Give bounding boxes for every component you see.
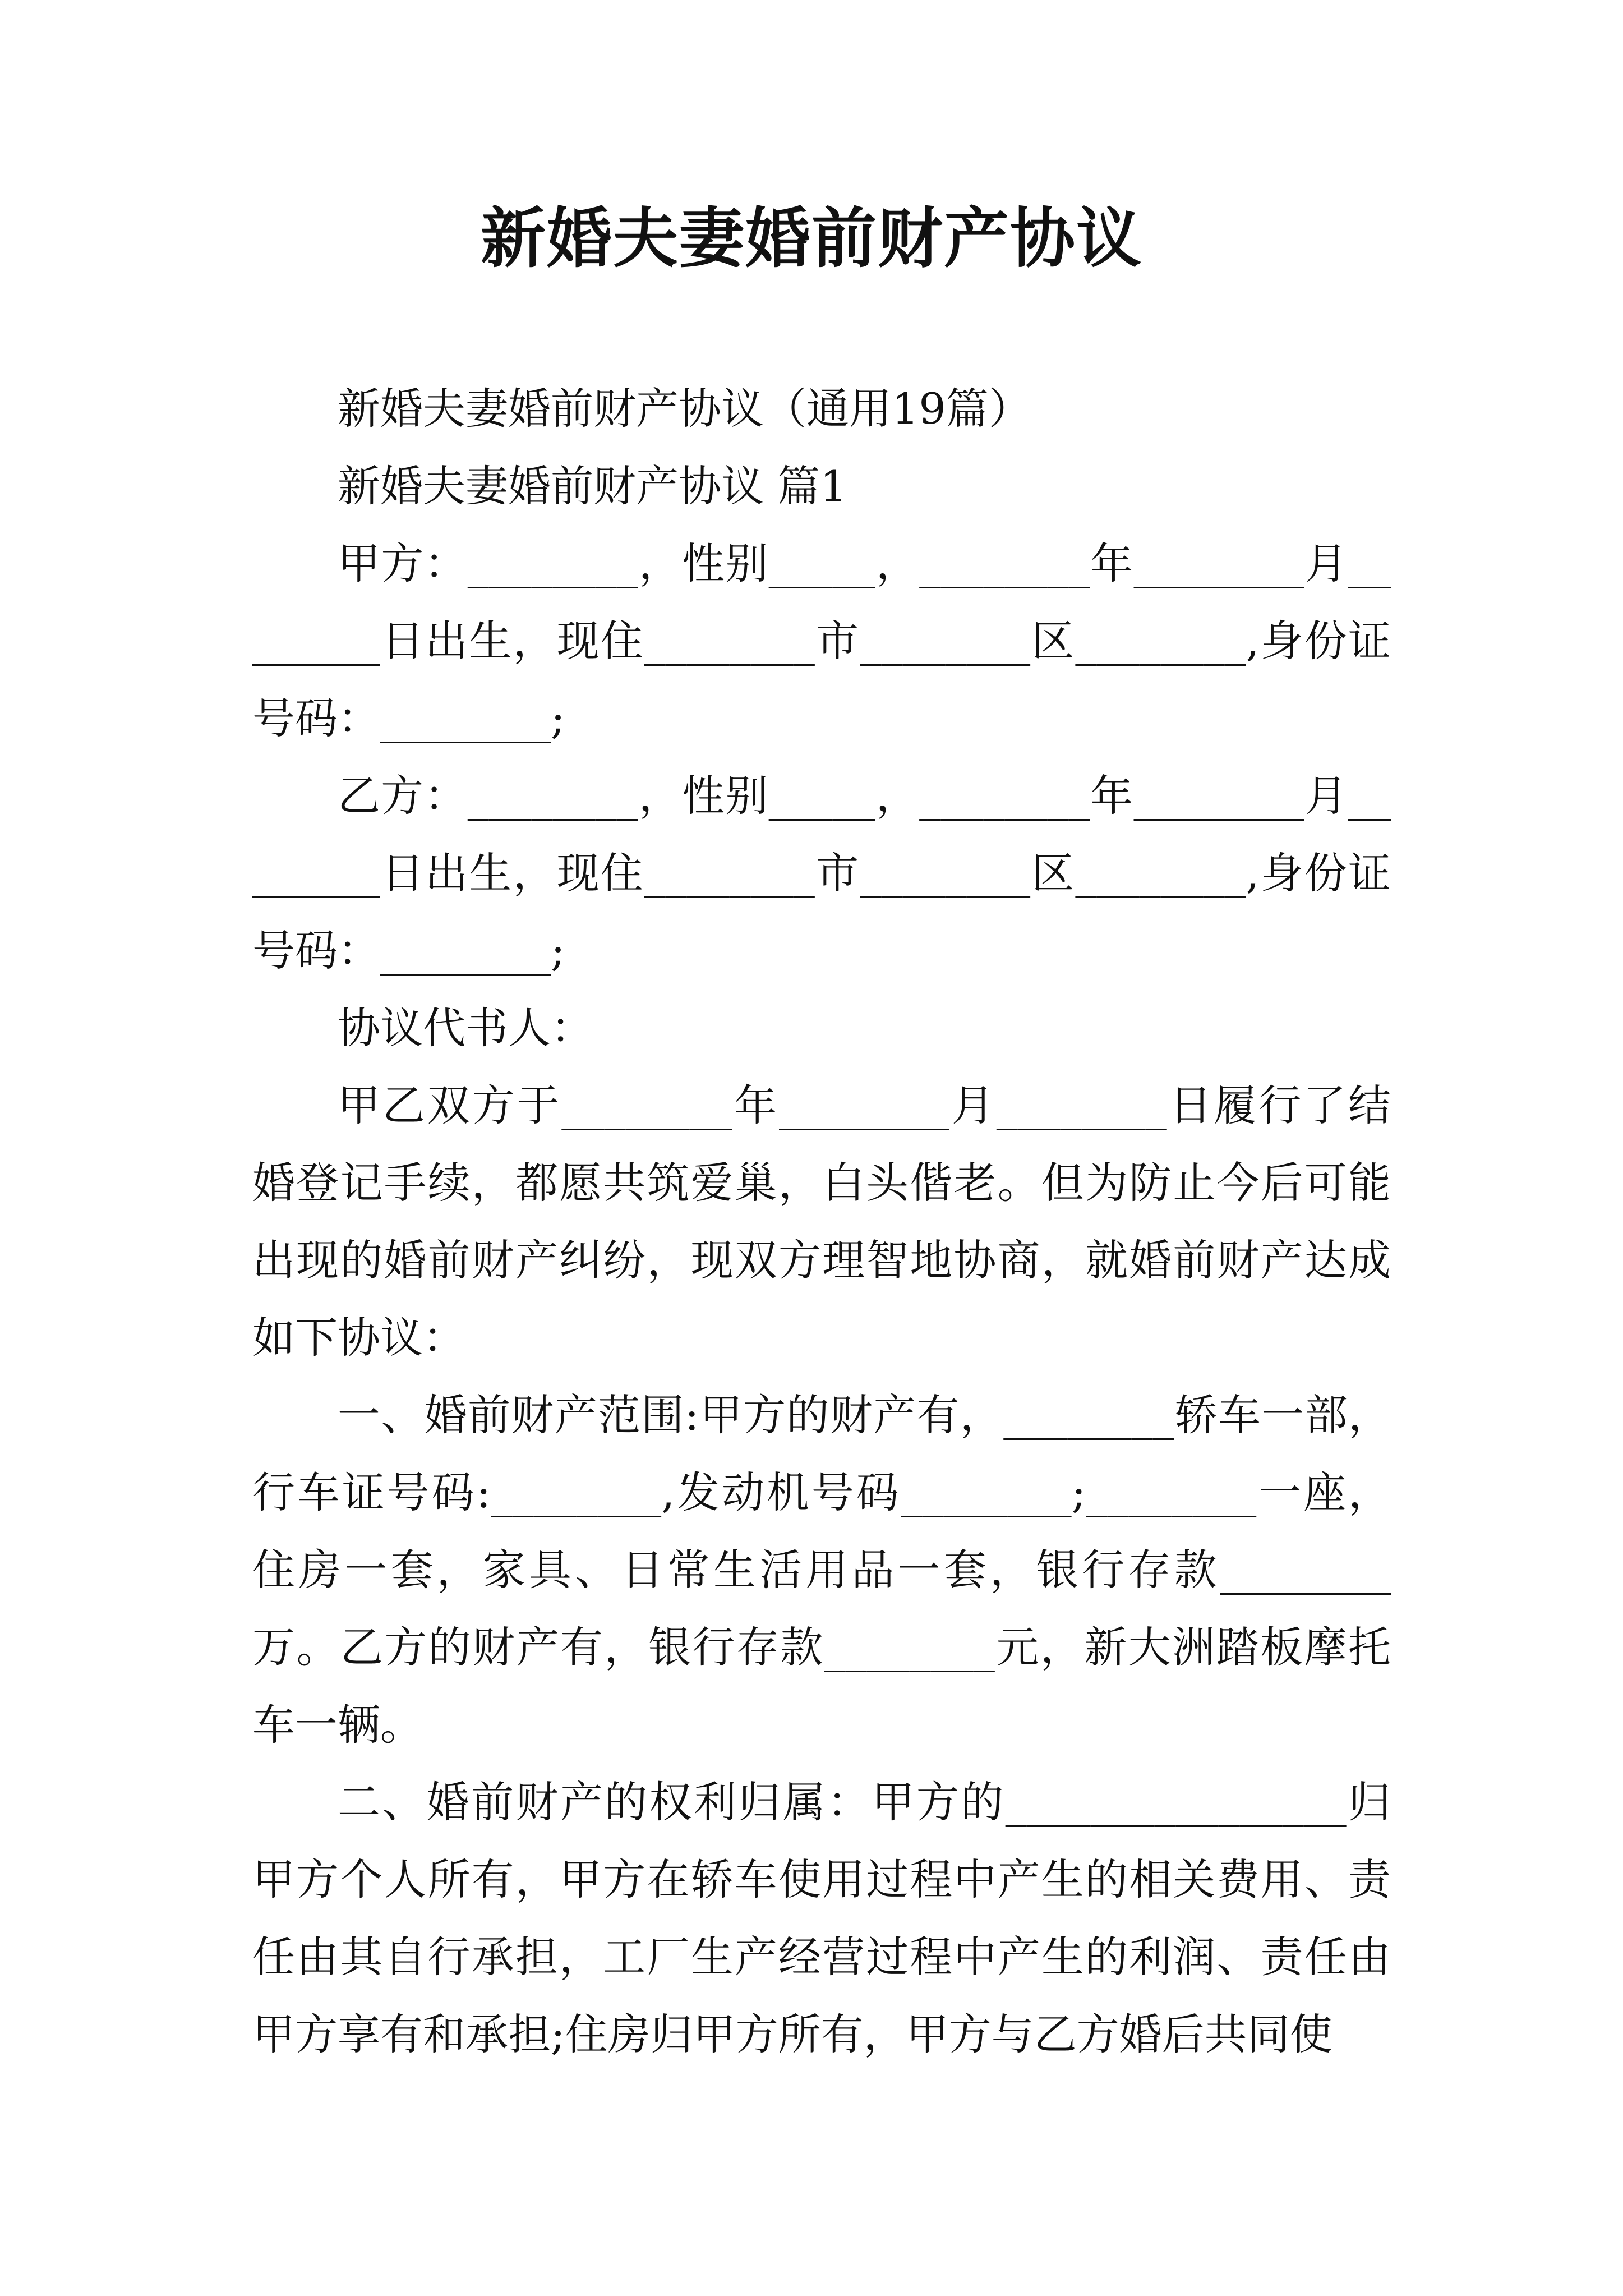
- paragraph-clause-2: 二、婚前财产的权利归属：甲方的________________归甲方个人所有，甲方在轿车使用过程中产生的相关费用、责任由其自行承担，工厂生产经营过程中产生的利润、责任由甲方享有和承担;住房归甲方所有，甲方与乙方婚后共同使: [252, 1777, 1391, 2059]
- paragraph-preamble: 甲乙双方于________年________月________日履行了结婚登记手续，都愿共筑爱巢，白头偕老。但为防止今后可能出现的婚前财产纠纷，现双方理智地协商，就婚前财产达成如下协议：: [252, 1080, 1391, 1363]
- paragraph-party-a: 甲方：________，性别_____，________年________月________日出生，现住________市________区________,身份证号码：________;: [252, 539, 1391, 743]
- paragraph-subtitle: 新婚夫妻婚前财产协议（通用19篇）: [338, 384, 1031, 434]
- document-title: 新婚夫妻婚前财产协议: [481, 200, 1142, 277]
- paragraph-agent: 协议代书人：: [338, 1003, 593, 1053]
- paragraph-section-heading: 新婚夫妻婚前财产协议 篇1: [338, 461, 847, 511]
- document-body: [252, 370, 1391, 2073]
- paragraph-clause-1: 一、婚前财产范围:甲方的财产有，________轿车一部，行车证号码:________,发动机号码________;________一座，住房一套，家具、日常生活用品一套，银行存款________万。乙方的财产有，银行存款________元，新大洲踏板摩托车一辆。: [252, 1390, 1391, 1750]
- paragraph-party-b: 乙方：________，性别_____，________年________月________日出生，现住________市________区________,身份证号码：________;: [252, 771, 1391, 976]
